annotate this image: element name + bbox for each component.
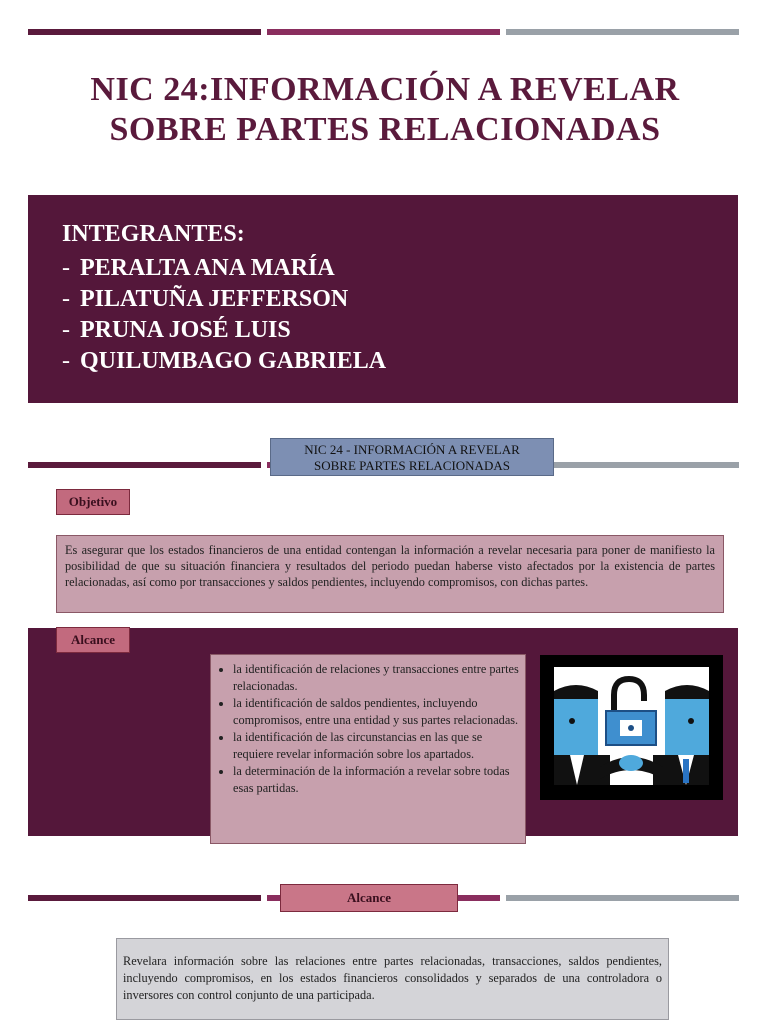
members-panel: [28, 195, 738, 403]
list-item: • la identificación de las circunstancias en las que se requiere revelar información sobre los apartados.: [233, 729, 525, 763]
handshake-padlock-image: [540, 655, 723, 800]
member-item: - PILATUÑA JEFFERSON: [62, 286, 349, 312]
members-list: [62, 253, 386, 377]
handshake-padlock-illustration: [540, 655, 723, 800]
list-item: • la identificación de saldos pendientes, incluyendo compromisos, entre una entidad y sus partes relacionadas.: [233, 695, 525, 729]
alcance-label: Alcance: [56, 627, 130, 653]
divider-bar-left: [28, 462, 261, 468]
section-header: NIC 24 - INFORMACIÓN A REVELAR SOBRE PARTES RELACIONADAS: [270, 438, 554, 476]
divider-bar-right: [554, 462, 739, 468]
list-item: • la identificación de relaciones y transacciones entre partes relacionadas.: [233, 661, 525, 695]
objetivo-label: Objetivo: [56, 489, 130, 515]
bottom-bar-right: [506, 895, 739, 901]
member-item: - PERALTA ANA MARÍA: [62, 255, 335, 281]
alcance-list: [211, 655, 525, 797]
title-line-1: NIC 24:INFORMACIÓN A REVELAR: [90, 71, 680, 108]
member-item: - QUILUMBAGO GABRIELA: [62, 348, 387, 374]
objetivo-text: Es asegurar que los estados financieros de una entidad contengan la información a revelar necesaria para poner de manifiesto la posibilidad de que su situación financiera y resultados del periodo puedan haberse visto afectados por la existencia de partes relacionadas, así como por transacciones y saldos pendientes, incluyendo compromisos, con dichas partes.: [56, 535, 724, 613]
member-item: - PRUNA JOSÉ LUIS: [62, 317, 291, 343]
list-item: • la determinación de la información a revelar sobre todas esas partidas.: [233, 763, 525, 797]
top-bar-right: [506, 29, 739, 35]
alcance2-label: Alcance: [280, 884, 458, 912]
top-bar-middle: [267, 29, 500, 35]
alcance-list-box: [210, 654, 526, 844]
page-title: [40, 70, 730, 150]
members-heading: INTEGRANTES:: [62, 221, 245, 247]
title-line-2: SOBRE PARTES RELACIONADAS: [109, 111, 661, 148]
alcance2-text: Revelara información sobre las relaciones entre partes relacionadas, transacciones, saldos pendientes, incluyendo compromisos, en los estados financieros consolidados y separados de una controladora o inversores con control conjunto de una participada.: [116, 938, 669, 1020]
top-bar-left: [28, 29, 261, 35]
bottom-bar-left: [28, 895, 261, 901]
